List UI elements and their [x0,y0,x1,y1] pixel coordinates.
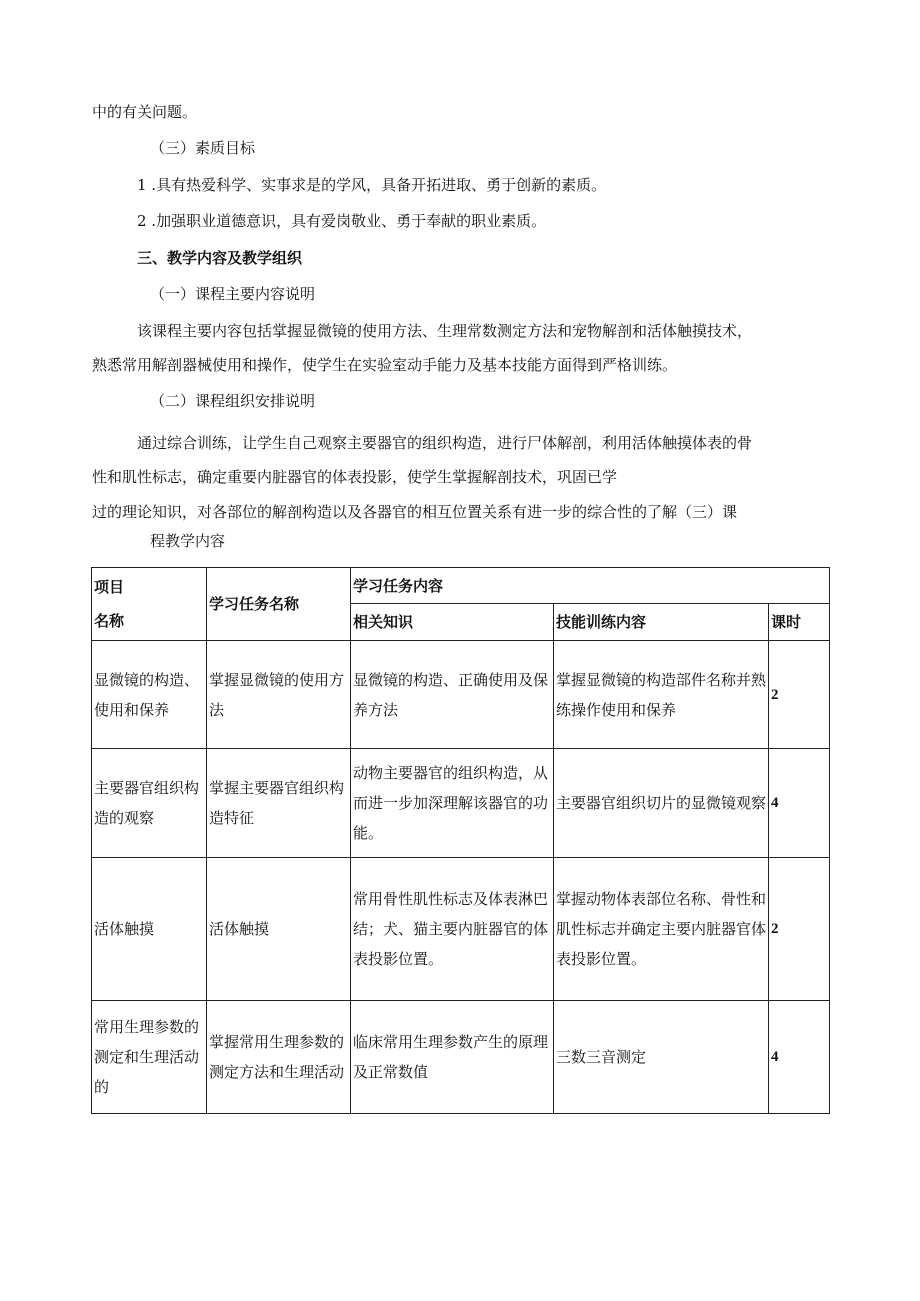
cell-knowledge: 显微镜的构造、正确使用及保养方法 [351,641,554,749]
header-hours: 课时 [769,604,830,641]
subheading-quality-goals: （三）素质目标 [150,139,256,157]
header-knowledge: 相关知识 [351,604,554,641]
header-task-name: 学习任务名称 [207,568,351,641]
organization-paragraph-line2: 性和肌性标志，确定重要内脏器官的体表投影，使学生掌握解剖技术，巩固已学 [92,468,618,486]
cell-knowledge: 临床常用生理参数产生的原理及正常数值 [351,1001,554,1114]
cell-project: 显微镜的构造、使用和保养 [92,641,207,749]
table-header-row [92,568,830,604]
header-project-line2: 名称 [94,612,125,630]
cell-hours: 2 [769,858,830,1001]
cell-knowledge: 动物主要器官的组织构造，从而进一步加深理解该器官的功能。 [351,749,554,858]
cell-task: 掌握主要器官组织构造特征 [207,749,351,858]
cell-task: 掌握常用生理参数的测定方法和生理活动 [207,1001,351,1114]
main-content-paragraph-line2: 熟悉常用解剖器械使用和操作，使学生在实验室动手能力及基本技能方面得到严格训练。 [92,356,678,374]
cell-project: 主要器官组织构造的观察 [92,749,207,858]
cell-task: 掌握显微镜的使用方法 [207,641,351,749]
subheading-organization: （二）课程组织安排说明 [150,392,316,410]
quality-goal-1: 1 .具有热爱科学、实事求是的学风，具备开拓进取、勇于创新的素质。 [137,176,607,194]
subheading-main-content: （一）课程主要内容说明 [150,285,316,303]
cell-skills: 掌握动物体表部位名称、骨性和肌性标志并确定主要内脏器官体表投影位置。 [554,858,769,1001]
header-skills: 技能训练内容 [554,604,769,641]
cell-skills: 主要器官组织切片的显微镜观察 [554,749,769,858]
cell-hours: 4 [769,1001,830,1114]
organization-paragraph-line4: 程教学内容 [150,532,226,550]
header-project-line1: 项目 [94,578,125,596]
cell-skills: 三数三音测定 [554,1001,769,1114]
table-row [92,1001,830,1114]
cell-hours: 2 [769,641,830,749]
cell-hours: 4 [769,749,830,858]
cell-knowledge: 常用骨性肌性标志及体表淋巴结；犬、猫主要内脏器官的体表投影位置。 [351,858,554,1001]
cell-project: 活体触摸 [92,858,207,1001]
cell-skills: 掌握显微镜的构造部件名称并熟练操作使用和保养 [554,641,769,749]
paragraph-continuation: 中的有关问题。 [92,103,198,121]
table-row [92,858,830,1001]
organization-paragraph-line1: 通过综合训练，让学生自己观察主要器官的组织构造，进行尸体解剖，利用活体触摸体表的骨 [137,434,753,452]
table-row [92,749,830,858]
main-content-paragraph-line1: 该课程主要内容包括掌握显微镜的使用方法、生理常数测定方法和宠物解剖和活体触摸技术， [137,322,753,340]
organization-paragraph-line3: 过的理论知识，对各部位的解剖构造以及各器官的相互位置关系有进一步的综合性的了解（三）课 [92,503,738,521]
section-heading: 三、教学内容及教学组织 [137,249,303,267]
cell-project: 常用生理参数的测定和生理活动的 [92,1001,207,1114]
header-task-content: 学习任务内容 [351,568,830,604]
cell-task: 活体触摸 [207,858,351,1001]
table-row [92,641,830,749]
course-content-table [91,567,830,1114]
quality-goal-2: 2 .加强职业道德意识，具有爱岗敬业、勇于奉献的职业素质。 [137,212,547,230]
header-project [92,568,207,641]
